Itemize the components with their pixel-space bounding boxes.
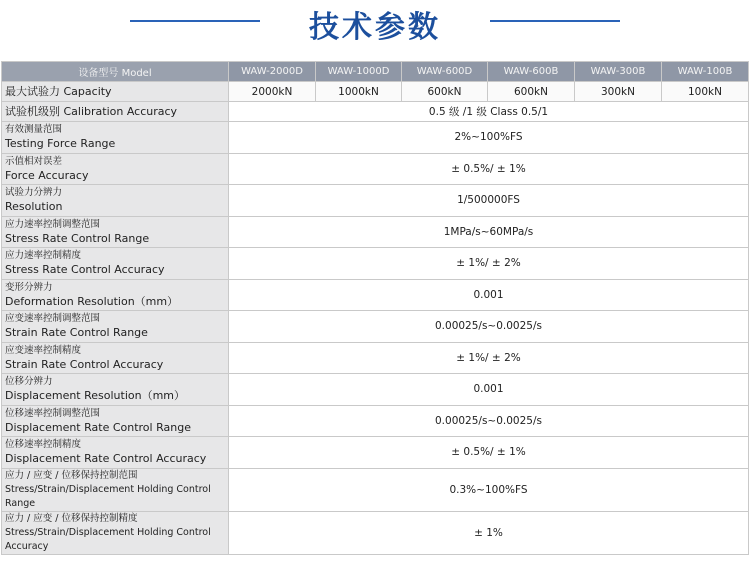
spec-label-en: Strain Rate Control Accuracy bbox=[5, 357, 164, 371]
spec-label-en: Displacement Rate Control Range bbox=[5, 420, 191, 434]
spec-label-en: Deformation Resolution（mm） bbox=[5, 294, 179, 308]
spec-label-en: Strain Rate Control Range bbox=[5, 326, 148, 340]
capacity-value: 1000kN bbox=[316, 82, 402, 102]
model-header-cell: WAW-600D bbox=[402, 62, 488, 82]
spec-row bbox=[2, 511, 749, 554]
spec-value: ± 1%/ ± 2% bbox=[229, 342, 749, 374]
spec-label-en: Stress Rate Control Range bbox=[5, 231, 150, 245]
capacity-value: 300kN bbox=[575, 82, 662, 102]
spec-label-cn: 有效测量范围 bbox=[5, 124, 63, 136]
spec-value: ± 0.5%/ ± 1% bbox=[229, 437, 749, 469]
spec-label-cn: 应力 / 应变 / 位移保持控制精度 bbox=[5, 512, 138, 524]
spec-label bbox=[2, 122, 229, 154]
spec-value: 1MPa/s~60MPa/s bbox=[229, 216, 749, 248]
spec-label bbox=[2, 311, 229, 343]
capacity-value: 2000kN bbox=[229, 82, 316, 102]
spec-value: 2%~100%FS bbox=[229, 122, 749, 154]
spec-value: 0.001 bbox=[229, 279, 749, 311]
spec-label-cn: 应变速率控制精度 bbox=[5, 344, 82, 356]
table-header-row bbox=[2, 62, 749, 82]
spec-label-en: Force Accuracy bbox=[5, 168, 89, 182]
calibration-label: 试验机级别 Calibration Accuracy bbox=[2, 102, 229, 122]
spec-label-en: Resolution bbox=[5, 200, 63, 214]
title-decor-line-right bbox=[490, 20, 620, 22]
spec-label bbox=[2, 248, 229, 280]
spec-value: 1/500000FS bbox=[229, 185, 749, 217]
spec-row bbox=[2, 153, 749, 185]
spec-label-en: Stress Rate Control Accuracy bbox=[5, 263, 165, 277]
model-header-cell: WAW-1000D bbox=[316, 62, 402, 82]
model-header-cell: WAW-100B bbox=[662, 62, 749, 82]
spec-value: ± 1% bbox=[229, 511, 749, 554]
spec-label bbox=[2, 468, 229, 511]
spec-label bbox=[2, 405, 229, 437]
capacity-value: 600kN bbox=[402, 82, 488, 102]
spec-row bbox=[2, 468, 749, 511]
spec-value: 0.001 bbox=[229, 374, 749, 406]
spec-label bbox=[2, 279, 229, 311]
model-header-cell: WAW-2000D bbox=[229, 62, 316, 82]
spec-label bbox=[2, 342, 229, 374]
capacity-label: 最大试验力 Capacity bbox=[2, 82, 229, 102]
spec-label-cn: 位移分辨力 bbox=[5, 376, 53, 388]
spec-row bbox=[2, 122, 749, 154]
spec-row bbox=[2, 216, 749, 248]
spec-label-cn: 位移速率控制调整范围 bbox=[5, 407, 101, 419]
spec-label bbox=[2, 185, 229, 217]
capacity-row bbox=[2, 82, 749, 102]
spec-row bbox=[2, 374, 749, 406]
spec-label-cn: 应力 / 应变 / 位移保持控制范围 bbox=[5, 469, 138, 481]
model-header-cell: WAW-300B bbox=[575, 62, 662, 82]
calibration-row bbox=[2, 102, 749, 122]
capacity-value: 600kN bbox=[488, 82, 575, 102]
spec-label bbox=[2, 511, 229, 554]
spec-row bbox=[2, 342, 749, 374]
spec-value: 0.00025/s~0.0025/s bbox=[229, 405, 749, 437]
spec-row bbox=[2, 437, 749, 469]
spec-label bbox=[2, 216, 229, 248]
spec-row bbox=[2, 311, 749, 343]
spec-label-cn: 示值相对误差 bbox=[5, 155, 63, 167]
spec-label-cn: 应力速率控制调整范围 bbox=[5, 218, 101, 230]
spec-row bbox=[2, 185, 749, 217]
spec-label-cn: 位移速率控制精度 bbox=[5, 439, 82, 451]
spec-row bbox=[2, 248, 749, 280]
spec-label-cn: 应力速率控制精度 bbox=[5, 250, 82, 262]
spec-label-en: Testing Force Range bbox=[5, 137, 116, 151]
spec-label-cn: 变形分辨力 bbox=[5, 281, 53, 293]
capacity-value: 100kN bbox=[662, 82, 749, 102]
spec-value: ± 0.5%/ ± 1% bbox=[229, 153, 749, 185]
spec-value: ± 1%/ ± 2% bbox=[229, 248, 749, 280]
spec-label bbox=[2, 374, 229, 406]
spec-row bbox=[2, 279, 749, 311]
spec-table bbox=[1, 61, 749, 555]
calibration-value: 0.5 级 /1 级 Class 0.5/1 bbox=[229, 102, 749, 122]
spec-label bbox=[2, 437, 229, 469]
spec-label-en: Stress/Strain/Displacement Holding Control Range bbox=[5, 483, 211, 509]
spec-label-en: Displacement Resolution（mm） bbox=[5, 389, 186, 403]
spec-row bbox=[2, 405, 749, 437]
spec-value: 0.3%~100%FS bbox=[229, 468, 749, 511]
spec-label-en: Stress/Strain/Displacement Holding Control Accuracy bbox=[5, 526, 211, 552]
model-header-cell: 设备型号 Model bbox=[2, 62, 229, 82]
spec-label-en: Displacement Rate Control Accuracy bbox=[5, 452, 207, 466]
page-title: 技术参数 bbox=[309, 10, 441, 45]
model-header-cell: WAW-600B bbox=[488, 62, 575, 82]
spec-label-cn: 应变速率控制调整范围 bbox=[5, 313, 101, 325]
spec-value: 0.00025/s~0.0025/s bbox=[229, 311, 749, 343]
spec-label-cn: 试验力分辨力 bbox=[5, 187, 63, 199]
page-header bbox=[0, 0, 750, 56]
spec-label bbox=[2, 153, 229, 185]
